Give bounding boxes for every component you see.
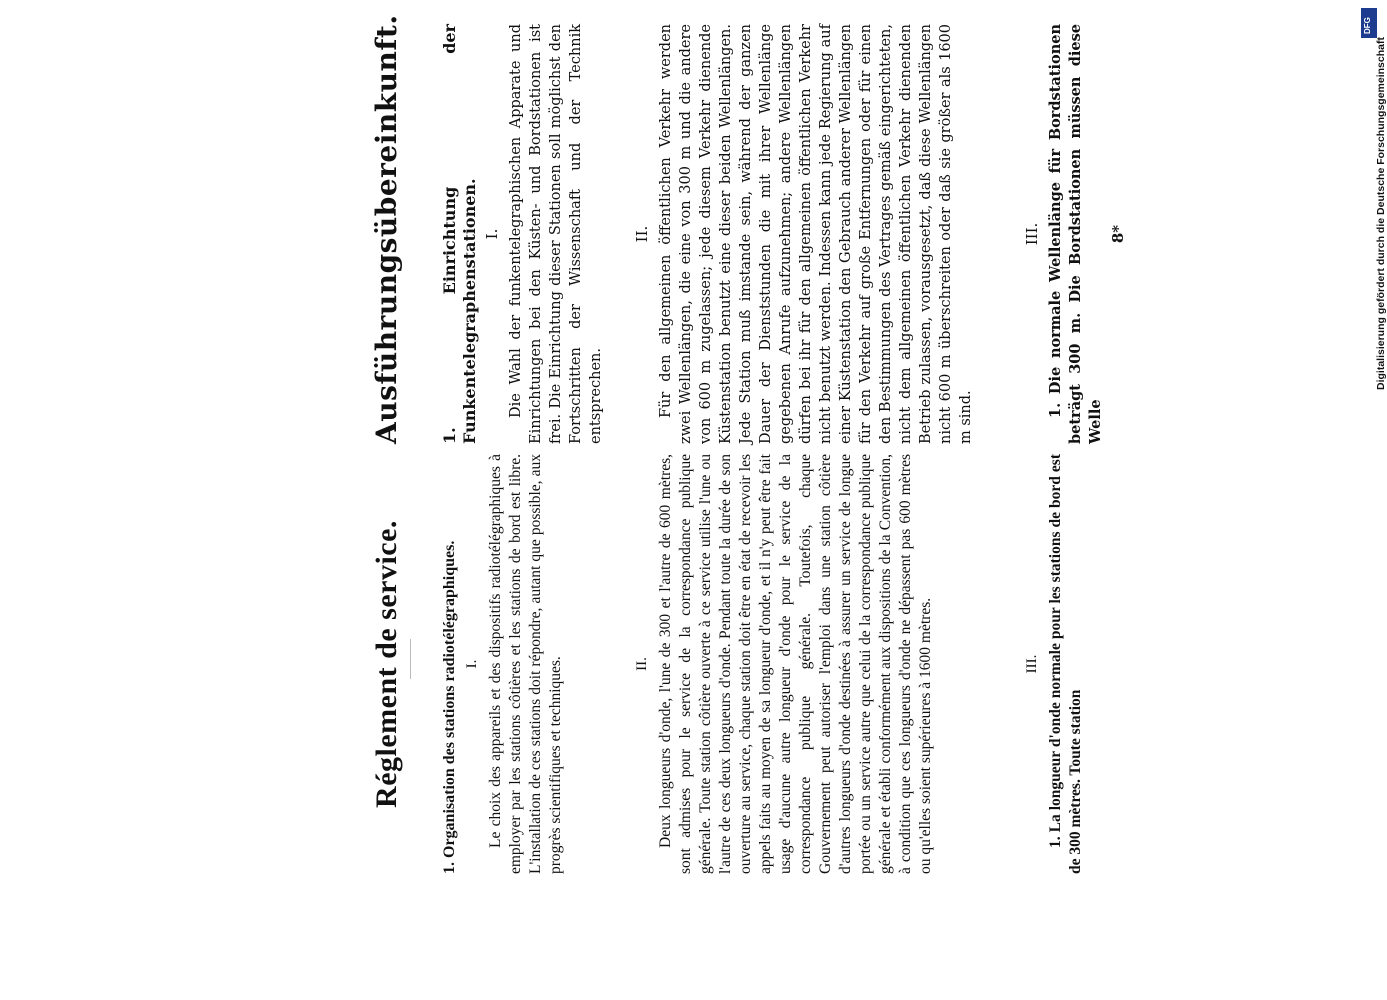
german-section2-number: II. xyxy=(633,225,651,243)
french-section3-number: III. xyxy=(1024,654,1040,674)
german-section3-number: III. xyxy=(1023,222,1041,246)
page-marker: 8* xyxy=(1109,224,1127,244)
french-section1-number: I. xyxy=(464,659,480,669)
side-credit xyxy=(1361,10,1387,390)
dfg-logo-text: DFG xyxy=(1363,17,1372,34)
german-section-2 xyxy=(630,24,976,444)
french-section1-text: Le choix des appareils et des dispositifs radiotélégraphiques à employer par les stations côtières et les stations de bord est libre. L'installation de ces stations doit répondre, autant que possible, aux progrès scientifiques et techniques. xyxy=(487,454,564,874)
title-separator xyxy=(410,639,411,679)
french-section2-text: Deux longueurs d'onde, l'une de 300 et l'autre de 600 mètres, sont admises pour le service de la correspondance publique générale. Toute station côtière ouverte à ce service utilise l'une ou l'autre de ces deux longueurs d'onde. Pendant toute la durée de son ouverture au service, chaque station doit être en état de recevoir les appels faits au moyen de sa longueur d'onde, et il n'y peut être fait usage d'aucune autre longueur d'onde pour le service de la correspondance publique générale. Toutefois, chaque Gouvernement peut autoriser l'emploi dans une station côtière d'autres longueurs d'onde destinées à assurer un service de longue portée ou un service autre que celui de la correspondance publique générale et établi conformément aux dispositions de la Convention, à condition que ces longueurs d'onde ne dépassent pas 600 mètres ou qu'elles soient supérieures à 1600 mètres. xyxy=(657,454,934,874)
german-section-1 xyxy=(440,24,606,444)
french-title: Réglement de service. xyxy=(370,520,403,808)
rotated-text-block xyxy=(340,0,1160,994)
french-section-3 xyxy=(1020,454,1086,874)
german-section1-text: Die Wahl der funkentelegraphischen Apparate und Einrichtungen bei den Küsten- und Bordstationen ist frei. Die Einrichtung dieser Stationen soll möglichst den Fortschritten der Wissenschaft und der Technik entsprechen. xyxy=(508,24,604,444)
side-credit-text: Digitalisierung gefördert durch die Deutsche Forschungsgemeinschaft xyxy=(1375,37,1387,390)
german-section1-number: I. xyxy=(483,228,501,240)
german-section3-text: 1. Die normale Wellenlänge für Bordstationen beträgt 300 m. Die Bordstationen müssen diese Welle xyxy=(1047,24,1104,444)
german-section-3 xyxy=(1020,24,1132,444)
german-section2-text: Für den allgemeinen öffentlichen Verkehr werden zwei Wellenlängen, die eine von 300 m und die andere von 600 m zugelassen; jede diesem Verkehr dienende Küstenstation benutzt eine dieser beiden Wellenlängen. Jede Station muß imstande sein, während der ganzen Dauer der Dienststunden die mit ihrer Wellenlänge gegebenen Anrufe aufzunehmen; andere Wellenlängen dürfen bei ihr für den allgemeinen öffentlichen Verkehr nicht benutzt werden. Indessen kann jede Regierung auf einer Küstenstation den Gebrauch anderer Wellenlängen für den Verkehr auf große Entfernungen oder für einen den Bestimmungen des Vertrages gemäß eingerichteten, nicht dem allgemeinen öffentlichen Verkehr dienenden Betrieb zulassen, vorausgesetzt, daß diese Wellenlängen nicht 600 m überschreiten oder daß sie größer als 1600 m sind. xyxy=(658,24,974,444)
french-section-1 xyxy=(440,454,566,874)
french-section1-heading: 1. Organisation des stations radiotélégraphiques. xyxy=(441,540,458,874)
french-section2-number: II. xyxy=(634,657,650,671)
german-title: Ausführungsübereinkunft. xyxy=(370,14,403,444)
german-section1-heading: 1. Einrichtung der Funkentelegraphenstationen. xyxy=(440,24,479,444)
french-section-2 xyxy=(630,454,936,874)
french-section3-text: 1. La longueur d'onde normale pour les stations de bord est de 300 mètres. Toute station xyxy=(1047,454,1084,874)
